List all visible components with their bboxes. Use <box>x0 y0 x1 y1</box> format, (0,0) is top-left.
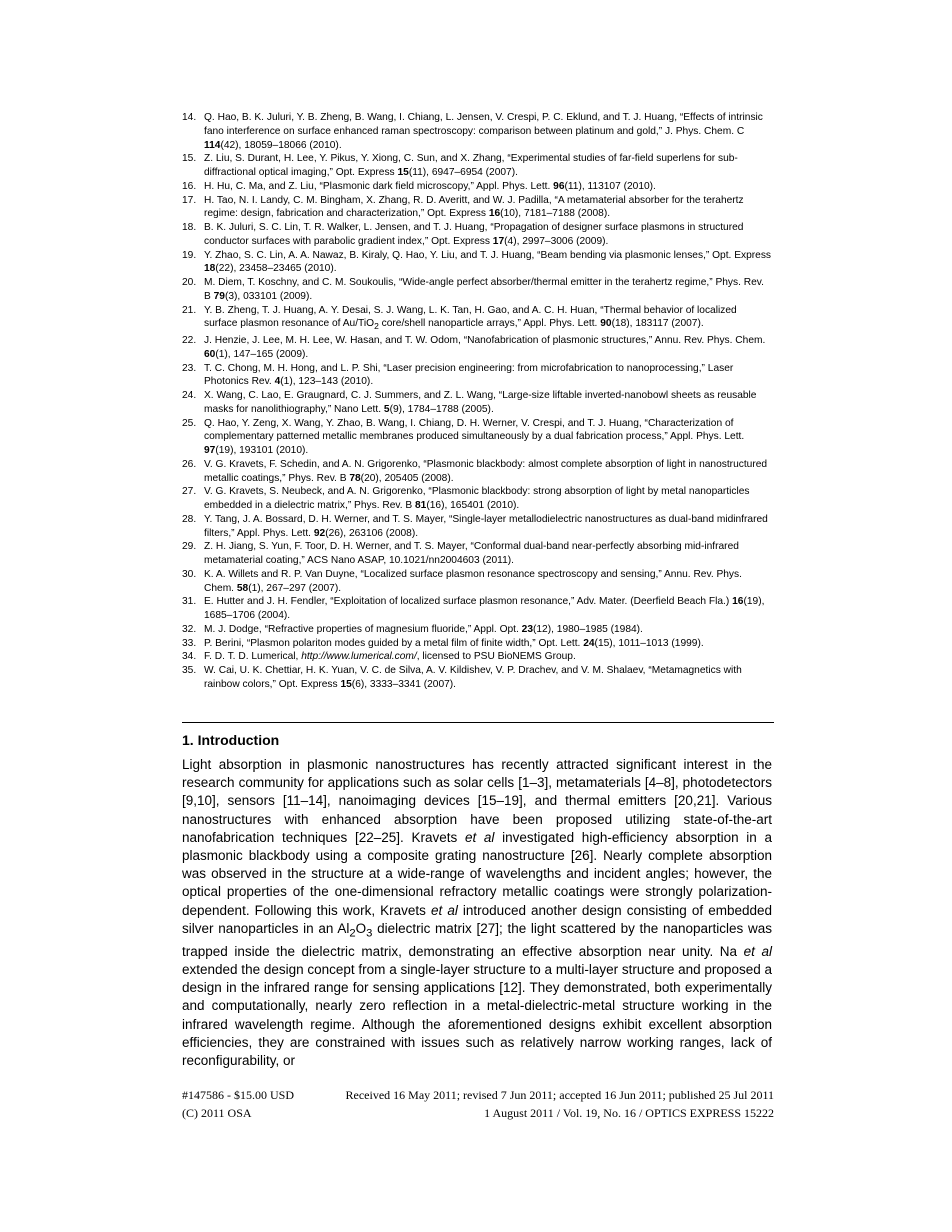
reference-number: 34. <box>182 651 197 663</box>
reference-text: P. Berini, “Plasmon polariton modes guided by a metal film of finite width,” Opt. Lett. 24(15), 1011–1013 (1999). <box>204 637 704 649</box>
reference-number: 18. <box>182 222 197 233</box>
reference-text: M. Diem, T. Koschny, and C. M. Soukoulis, “Wide-angle perfect absorber/thermal emitter in the terahertz regime,” Phys. Rev. B 79(3), 033101 (2009). <box>204 277 764 302</box>
reference-number: 17. <box>182 194 197 206</box>
reference-text: Y. B. Zheng, T. J. Huang, A. Y. Desai, S. J. Wang, L. K. Tan, H. Gao, and A. C. H. Huan, “Thermal behavior of localized surface plasmon resonance of Au/TiO$_2$ core/shell nanoparticle arrays,” Appl. Phys. Lett. 90(18), 183117 (2007). <box>204 304 737 332</box>
footer-copyright: (C) 2011 OSA <box>182 1106 252 1120</box>
reference-list <box>182 111 772 692</box>
reference-item <box>182 568 772 596</box>
reference-text: Z. Liu, S. Durant, H. Lee, Y. Pikus, Y. Xiong, C. Sun, and X. Zhang, “Experimental studies of far-field superlens for sub-diffractional optical imaging,” Opt. Express 15(11), 6947–6954 (2007). <box>204 153 738 178</box>
reference-item <box>182 362 772 390</box>
reference-text: W. Cai, U. K. Chettiar, H. K. Yuan, V. C. de Silva, A. V. Kildishev, V. P. Drachev, and V. M. Shalaev, “Metamagnetics with rainbow colors,” Opt. Express 15(6), 3333–3341 (2007). <box>204 665 742 690</box>
reference-number: 24. <box>182 390 197 402</box>
reference-item <box>182 304 772 335</box>
reference-item <box>182 276 772 304</box>
reference-number: 30. <box>182 568 197 580</box>
reference-text: F. D. T. D. Lumerical, http://www.lumerical.com/, licensed to PSU BioNEMS Group. <box>204 651 576 663</box>
reference-item <box>182 458 772 486</box>
reference-number: 31. <box>182 596 197 608</box>
reference-number: 20. <box>182 277 197 288</box>
reference-item <box>182 595 772 623</box>
reference-text: K. A. Willets and R. P. Van Duyne, “Localized surface plasmon resonance spectroscopy and sensing,” Annu. Rev. Phys. Chem. 58(1), 267–297 (2007). <box>204 568 742 594</box>
reference-number: 16. <box>182 180 197 192</box>
section-heading: 1. Introduction <box>182 732 280 748</box>
reference-item <box>182 650 772 664</box>
footer-history: Received 16 May 2011; revised 7 Jun 2011; accepted 16 Jun 2011; published 25 Jul 2011 <box>345 1088 774 1102</box>
reference-text: H. Tao, N. I. Landy, C. M. Bingham, X. Zhang, R. D. Averitt, and W. J. Padilla, “A metamaterial absorber for the terahertz regime: design, fabrication and characterization,” Opt. Express 16(10), 7181–7188 (2008). <box>204 194 744 220</box>
reference-number: 21. <box>182 304 197 316</box>
reference-number: 35. <box>182 665 197 677</box>
reference-text: Q. Hao, Y. Zeng, X. Wang, Y. Zhao, B. Wang, I. Chiang, D. H. Werner, V. Crespi, and T. J. Huang, “Characterization of complementary patterned metallic membranes produced simultaneously by a dual fabrication process,” Appl. Phys. Lett. 97(19), 193101 (2010). <box>204 417 745 457</box>
section-divider <box>182 722 774 723</box>
reference-item <box>182 389 772 417</box>
reference-number: 29. <box>182 541 197 553</box>
reference-number: 26. <box>182 458 197 470</box>
reference-item <box>182 664 772 692</box>
reference-item <box>182 417 772 458</box>
footer-paper-id: #147586 - $15.00 USD <box>182 1088 295 1102</box>
reference-item <box>182 637 772 651</box>
introduction-paragraph: Light absorption in plasmonic nanostructures has recently attracted significant interest in the research community for applications such as solar cells [1–3], metamaterials [4–8], photodetectors [9,10], sensors [11–14], nanoimaging devices [15–19], and thermal emitters [20,21]. Various nanostructures with enhanced absorption have been proposed utilizing state-of-the-art nanofabrication techniques [22–25]. Kravets et al investigated high-efficiency absorption in a plasmonic blackbody using a composite grating nanostructure [26]. Nearly complete absorption was observed in the structure at a wide-range of wavelengths and incident angles; however, the optical properties of the one-dimensional refractory metallic coatings were strongly polarization-dependent. Following this work, Kravets et al introduced another design consisting of embedded silver nanoparticles in an $Al_2O_3$ dielectric matrix [27]; the light scattered by the nanoparticles was trapped inside the dielectric matrix, demonstrating an effective absorption near unity. Na et al extended the design concept from a single-layer structure to a multi-layer structure and proposed a design in the infrared range for sensing applications [12]. They demonstrated, both experimentally and computationally, nearly zero reflection in a metal-dielectric-metal structure working in the infrared wavelength regime. Although the aforementioned designs exhibit excellent absorption efficiencies, they are constrained with issues such as relatively narrow working ranges, lack of reconfigurability, or <box>182 757 772 1068</box>
reference-text: Y. Tang, J. A. Bossard, D. H. Werner, and T. S. Mayer, “Single-layer metallodielectric nanostructures as dual-band midinfrared filters,” Appl. Phys. Lett. 92(26), 263106 (2008). <box>204 513 768 539</box>
reference-text: H. Hu, C. Ma, and Z. Liu, “Plasmonic dark field microscopy,” Appl. Phys. Lett. 96(11), 113107 (2010). <box>204 180 656 192</box>
reference-item <box>182 334 772 362</box>
reference-text: V. G. Kravets, S. Neubeck, and A. N. Grigorenko, “Plasmonic blackbody: strong absorption of light by metal nanoparticles embedded in a dielectric matrix,” Phys. Rev. B 81(16), 165401 (2010). <box>204 486 750 512</box>
reference-item <box>182 152 772 180</box>
footer-citation: 1 August 2011 / Vol. 19, No. 16 / OPTICS EXPRESS 15222 <box>484 1106 774 1120</box>
reference-text: E. Hutter and J. H. Fendler, “Exploitation of localized surface plasmon resonance,” Adv. Mater. (Deerfield Beach Fla.) 16(19), 1685–1706 (2004). <box>204 596 765 622</box>
reference-item <box>182 111 772 152</box>
reference-text: Z. H. Jiang, S. Yun, F. Toor, D. H. Werner, and T. S. Mayer, “Conformal dual-band near-perfectly absorbing mid-infrared metamaterial coating,” ACS Nano ASAP, 10.1021/nn2004603 (2011). <box>204 541 739 567</box>
reference-text: Q. Hao, B. K. Juluri, Y. B. Zheng, B. Wang, I. Chiang, L. Jensen, V. Crespi, P. C. Eklund, and T. J. Huang, “Effects of intrinsic fano interference on surface enhanced raman spectroscopy: comparison between platinum and gold,” J. Phys. Chem. C 114(42), 18059–18066 (2010). <box>204 112 763 151</box>
reference-text: J. Henzie, J. Lee, M. H. Lee, W. Hasan, and T. W. Odom, “Nanofabrication of plasmonic structures,” Annu. Rev. Phys. Chem. 60(1), 147–165 (2009). <box>204 335 766 360</box>
reference-number: 25. <box>182 417 197 429</box>
reference-item <box>182 249 772 277</box>
reference-text: T. C. Chong, M. H. Hong, and L. P. Shi, “Laser precision engineering: from microfabrication to nanoprocessing,” Laser Photonics Rev. 4(1), 123–143 (2010). <box>204 362 734 388</box>
reference-item <box>182 485 772 513</box>
reference-text: X. Wang, C. Lao, E. Graugnard, C. J. Summers, and Z. L. Wang, “Large-size liftable inverted-nanobowl sheets as reusable masks for nanolithiography,” Nano Lett. 5(9), 1784–1788 (2005). <box>204 390 757 415</box>
reference-text: B. K. Juluri, S. C. Lin, T. R. Walker, L. Jensen, and T. J. Huang, “Propagation of designer surface plasmons in structured conductor surfaces with parabolic gradient index,” Opt. Express 17(4), 2997–3006 (2009). <box>204 222 744 247</box>
reference-item <box>182 513 772 541</box>
reference-text: V. G. Kravets, F. Schedin, and A. N. Grigorenko, “Plasmonic blackbody: almost complete absorption of light in nanostructured metallic coatings,” Phys. Rev. B 78(20), 205405 (2008). <box>204 458 768 484</box>
reference-text: M. J. Dodge, “Refractive properties of magnesium fluoride,” Appl. Opt. 23(12), 1980–1985 (1984). <box>204 623 643 635</box>
reference-number: 32. <box>182 623 197 635</box>
reference-number: 15. <box>182 153 197 165</box>
reference-item <box>182 623 772 637</box>
reference-item <box>182 540 772 568</box>
reference-item <box>182 221 772 249</box>
reference-number: 27. <box>182 486 197 498</box>
reference-item <box>182 180 772 194</box>
reference-number: 19. <box>182 249 197 261</box>
reference-number: 23. <box>182 362 197 374</box>
reference-number: 22. <box>182 335 197 347</box>
reference-number: 14. <box>182 112 197 123</box>
reference-number: 33. <box>182 637 197 649</box>
reference-item <box>182 194 772 222</box>
reference-text: Y. Zhao, S. C. Lin, A. A. Nawaz, B. Kiraly, Q. Hao, Y. Liu, and T. J. Huang, “Beam bending via plasmonic lenses,” Opt. Express 18(22), 23458–23465 (2010). <box>204 249 772 275</box>
reference-number: 28. <box>182 513 197 525</box>
